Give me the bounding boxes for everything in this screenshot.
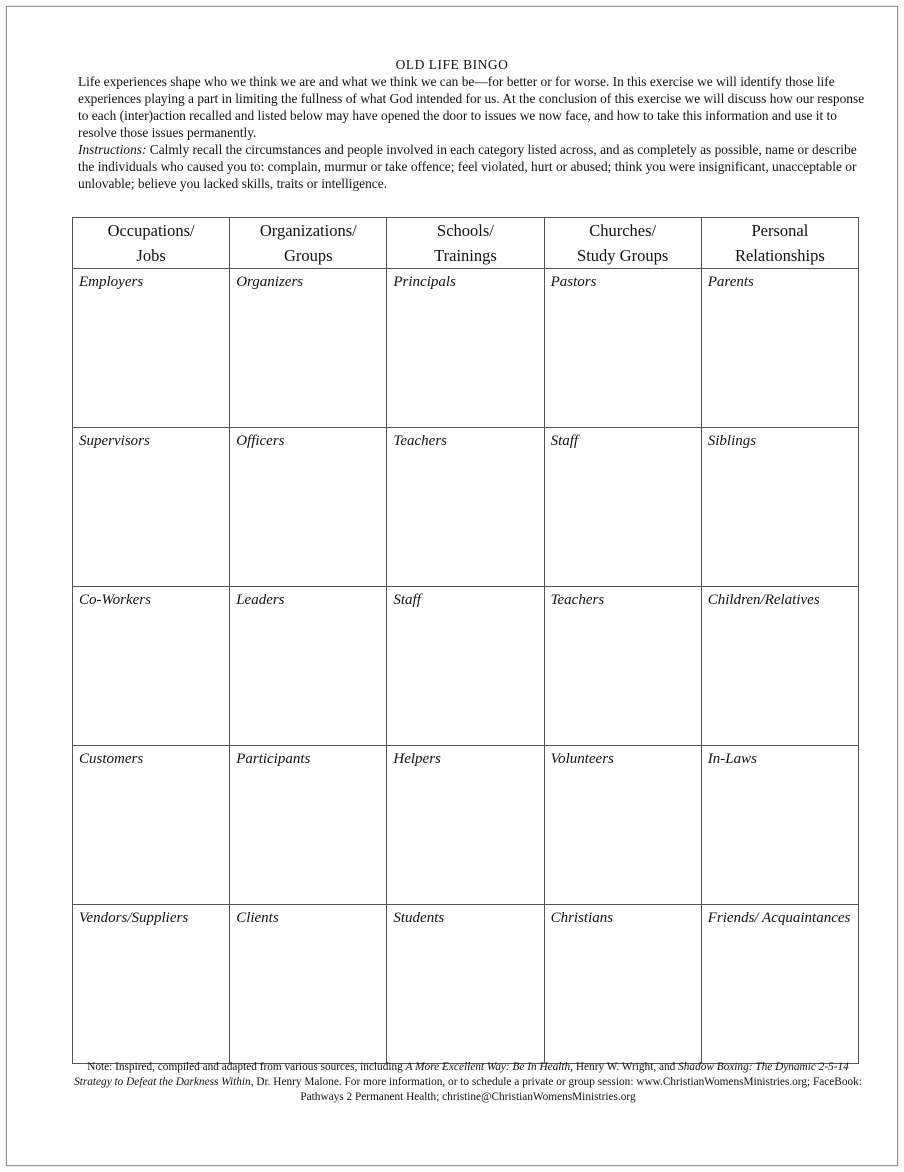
grid-cell[interactable]: Staff xyxy=(387,587,544,746)
grid-cell[interactable]: Volunteers xyxy=(544,746,701,905)
grid-cell[interactable]: Employers xyxy=(73,269,230,428)
grid-cell[interactable]: Customers xyxy=(73,746,230,905)
grid-cell[interactable]: Parents xyxy=(701,269,858,428)
grid-cell[interactable]: Participants xyxy=(230,746,387,905)
grid-cell[interactable]: Clients xyxy=(230,905,387,1064)
grid-cell[interactable]: Friends/ Acquaintances xyxy=(701,905,858,1064)
footer-note: Note: Inspired, compiled and adapted from various sources, including A More Excellent Way: Be In Health, Henry W. Wright, and Shadow Boxing: The Dynamic 2-5-14 Strategy to Defeat the Darkness Within, Dr. Henry Malone. For more information, or to schedule a private or group session: www.ChristianWomensMinistries.org; FaceBook: Pathways 2 Permanent Health; christine@ChristianWomensMinistries.org xyxy=(74,1061,862,1103)
grid-cell[interactable]: Pastors xyxy=(544,269,701,428)
column-header-churches: Churches/ Study Groups xyxy=(544,218,701,269)
grid-cell[interactable]: Leaders xyxy=(230,587,387,746)
header-row xyxy=(73,218,859,269)
grid-cell[interactable]: Staff xyxy=(544,428,701,587)
grid-cell[interactable]: Christians xyxy=(544,905,701,1064)
grid-cell[interactable]: Children/Relatives xyxy=(701,587,858,746)
grid-cell[interactable]: Teachers xyxy=(387,428,544,587)
column-header-relationships: Personal Relationships xyxy=(701,218,858,269)
table-row xyxy=(73,269,859,428)
grid-cell[interactable]: Teachers xyxy=(544,587,701,746)
table-row xyxy=(73,746,859,905)
grid-cell[interactable]: Supervisors xyxy=(73,428,230,587)
instructions-label: Instructions: xyxy=(78,142,147,157)
grid-cell[interactable]: Students xyxy=(387,905,544,1064)
column-header-organizations: Organizations/ Groups xyxy=(230,218,387,269)
instructions-text: Calmly recall the circumstances and people involved in each category listed across, and as completely as possible, name or describe the individuals who caused you to: complain, murmur or take offence; feel violated, hurt or abused; think you were insignificant, unacceptable or unlovable; believe you lacked skills, traits or intelligence. xyxy=(78,142,857,191)
table-row xyxy=(73,428,859,587)
column-header-occupations: Occupations/ Jobs xyxy=(73,218,230,269)
grid-cell[interactable]: Principals xyxy=(387,269,544,428)
bingo-grid xyxy=(72,217,859,1064)
book-title: Shadow Boxing: The Dynamic 2-5-14 Strategy to Defeat the Darkness Within xyxy=(74,1061,849,1088)
grid-cell[interactable]: Siblings xyxy=(701,428,858,587)
grid-cell[interactable]: Co-Workers xyxy=(73,587,230,746)
page-title: OLD LIFE BINGO xyxy=(395,57,509,72)
book-title: A More Excellent Way: Be In Health xyxy=(405,1061,571,1073)
table-row xyxy=(73,905,859,1064)
grid-cell[interactable]: Vendors/Suppliers xyxy=(73,905,230,1064)
grid-cell[interactable]: Organizers xyxy=(230,269,387,428)
intro-paragraph: Life experiences shape who we think we are and what we think we can be—for better or for worse. In this exercise we will identify those life experiences playing a part in limiting the fullness of what God intended for us. At the conclusion of this exercise we will discuss how our response to each (inter)action recalled and listed below may have opened the door to issues we now face, and how to take this information and use it to resolve those issues permanently. xyxy=(78,74,865,140)
column-header-schools: Schools/ Trainings xyxy=(387,218,544,269)
grid-cell[interactable]: Helpers xyxy=(387,746,544,905)
table-row xyxy=(73,587,859,746)
intro-text xyxy=(78,73,868,192)
grid-cell[interactable]: In-Laws xyxy=(701,746,858,905)
grid-cell[interactable]: Officers xyxy=(230,428,387,587)
